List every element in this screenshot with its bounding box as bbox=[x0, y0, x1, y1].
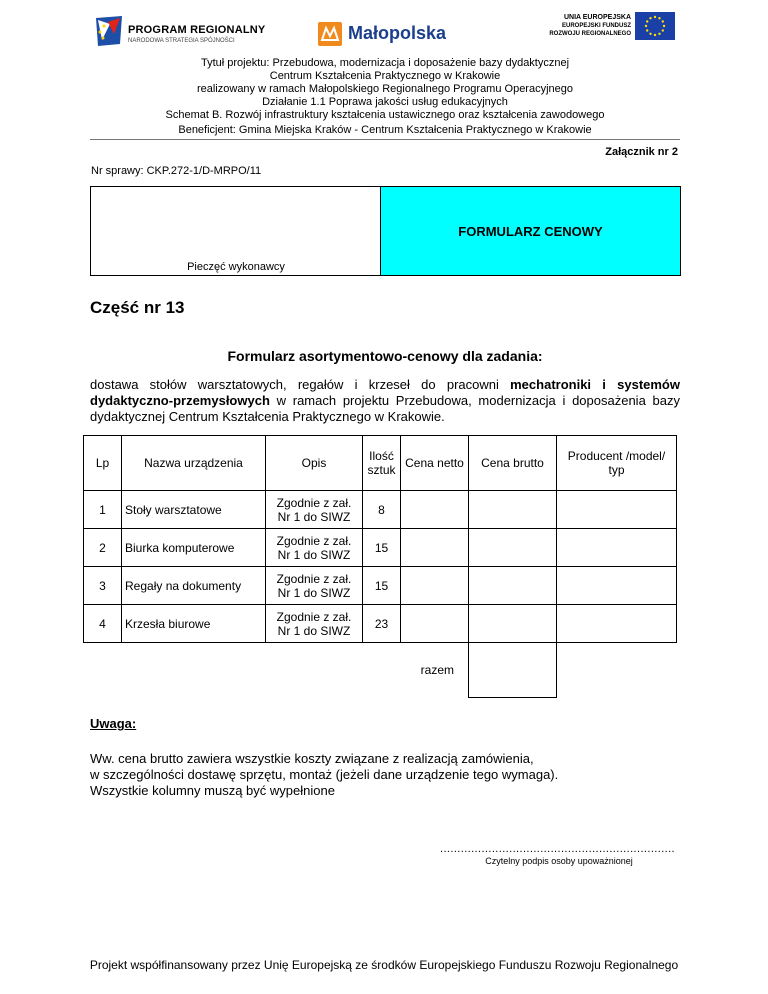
total-label bbox=[84, 643, 469, 698]
program-regionalny-logo bbox=[94, 12, 266, 50]
row-brutto-cell[interactable] bbox=[469, 491, 557, 529]
total-spacer bbox=[557, 643, 677, 698]
row-lp: 1 bbox=[84, 491, 122, 529]
program-regionalny-subtitle: NARODOWA STRATEGIA SPÓJNOŚCI bbox=[128, 38, 235, 44]
row-lp: 3 bbox=[84, 567, 122, 605]
page-footer: Projekt współfinansowany przez Unię Europejską ze środków Europejskiego Funduszu Rozwoju Regionalnego bbox=[89, 958, 679, 972]
note-heading: Uwaga: bbox=[90, 716, 137, 731]
table-row bbox=[84, 491, 677, 529]
price-table bbox=[83, 435, 677, 698]
row-opis bbox=[266, 491, 363, 529]
row-opis-line-1: Zgodnie z zał. bbox=[276, 609, 352, 624]
row-opis-line-1: Zgodnie z zał. bbox=[276, 495, 352, 510]
eu-line-2: EUROPEJSKI FUNDUSZ bbox=[561, 23, 631, 29]
row-producent-cell[interactable] bbox=[557, 529, 677, 567]
row-ilosc: 15 bbox=[363, 529, 401, 567]
row-brutto-cell[interactable] bbox=[469, 567, 557, 605]
note-text bbox=[90, 751, 680, 799]
table-row bbox=[84, 567, 677, 605]
malopolska-wordmark: Małopolska bbox=[348, 23, 447, 43]
table-row bbox=[84, 605, 677, 643]
eu-flag-icon bbox=[635, 12, 675, 40]
header-line-4: Działanie 1.1 Poprawa jakości usług edukacyjnych bbox=[262, 96, 508, 108]
project-header bbox=[90, 57, 680, 122]
header-line-1: Tytuł projektu: Przebudowa, modernizacja i doposażenie bazy dydaktycznej bbox=[200, 57, 570, 69]
form-subtitle: Formularz asortymentowo-cenowy dla zadania: bbox=[227, 348, 543, 364]
col-opis: Opis bbox=[266, 436, 363, 491]
eu-line-1: UNIA EUROPEJSKA bbox=[563, 14, 631, 21]
program-regionalny-flag-icon bbox=[94, 14, 124, 48]
row-opis-line-2: Nr 1 do SIWZ bbox=[277, 623, 351, 638]
beneficiary: Beneficjent: Gmina Miejska Kraków - Centrum Kształcenia Praktycznego w Krakowie bbox=[178, 124, 592, 136]
row-lp: 4 bbox=[84, 605, 122, 643]
row-opis bbox=[266, 567, 363, 605]
col-producent-line-1: Producent /model/ bbox=[567, 449, 666, 463]
desc-part-1: dostawa stołów warsztatowych, regałów i krzeseł do pracowni bbox=[90, 377, 511, 392]
row-opis-line-2: Nr 1 do SIWZ bbox=[277, 547, 351, 562]
col-nazwa: Nazwa urządzenia bbox=[122, 436, 266, 491]
part-number: Część nr 13 bbox=[90, 298, 185, 317]
table-header-row bbox=[84, 436, 677, 491]
col-brutto: Cena brutto bbox=[469, 436, 557, 491]
row-opis-line-2: Nr 1 do SIWZ bbox=[277, 585, 351, 600]
note-line-3: Wszystkie kolumny muszą być wypełnione bbox=[90, 783, 335, 798]
col-producent-line-2: typ bbox=[608, 463, 625, 477]
header-line-5: Schemat B. Rozwój infrastruktury kształcenia ustawicznego oraz kształcenia zawodowego bbox=[165, 109, 605, 121]
col-ilosc-line-1: Ilość bbox=[369, 449, 394, 463]
malopolska-emblem-icon bbox=[318, 22, 342, 46]
row-ilosc: 15 bbox=[363, 567, 401, 605]
row-producent-cell[interactable] bbox=[557, 605, 677, 643]
table-total-row bbox=[84, 643, 677, 698]
stamp-box bbox=[90, 186, 381, 276]
desc-part-2: w ramach projektu Przebudowa, modernizacja i doposażenia bazy dydaktycznej Centrum Kształcenia Praktycznego w Krakowie. bbox=[90, 393, 680, 424]
note-line-2: w szczególności dostawę sprzętu, montaż (jeżeli dane urządzenie tego wymaga). bbox=[90, 767, 559, 782]
row-nazwa: Regały na dokumenty bbox=[122, 567, 266, 605]
row-opis bbox=[266, 605, 363, 643]
program-regionalny-title: PROGRAM REGIONALNY bbox=[128, 24, 266, 36]
row-opis-line-1: Zgodnie z zał. bbox=[276, 533, 352, 548]
row-nazwa: Biurka komputerowe bbox=[122, 529, 266, 567]
col-lp: Lp bbox=[84, 436, 122, 491]
eu-line-3: ROZWOJU REGIONALNEGO bbox=[549, 31, 631, 37]
eu-text bbox=[535, 14, 631, 38]
table-row bbox=[84, 529, 677, 567]
row-netto-cell[interactable] bbox=[401, 529, 469, 567]
row-netto-cell[interactable] bbox=[401, 605, 469, 643]
eu-logo bbox=[535, 10, 675, 46]
row-nazwa: Stoły warsztatowe bbox=[122, 491, 266, 529]
col-netto: Cena netto bbox=[401, 436, 469, 491]
row-brutto-cell[interactable] bbox=[469, 529, 557, 567]
malopolska-logo bbox=[318, 20, 458, 50]
header-divider bbox=[90, 139, 680, 140]
row-brutto-cell[interactable] bbox=[469, 605, 557, 643]
desc-bold: mechatroniki i systemów dydaktyczno-przemysłowych bbox=[90, 377, 680, 408]
row-nazwa: Krzesła biurowe bbox=[122, 605, 266, 643]
row-netto-cell[interactable] bbox=[401, 567, 469, 605]
total-brutto-cell[interactable] bbox=[469, 643, 557, 698]
header-line-3: realizowany w ramach Małopolskiego Regionalnego Programu Operacyjnego bbox=[196, 83, 574, 95]
total-label-text: razem bbox=[420, 663, 454, 677]
row-ilosc: 23 bbox=[363, 605, 401, 643]
row-netto-cell[interactable] bbox=[401, 491, 469, 529]
row-opis-line-1: Zgodnie z zał. bbox=[276, 571, 352, 586]
row-lp: 2 bbox=[84, 529, 122, 567]
form-title-box bbox=[380, 186, 681, 276]
row-ilosc: 8 bbox=[363, 491, 401, 529]
row-producent-cell[interactable] bbox=[557, 491, 677, 529]
col-producent bbox=[557, 436, 677, 491]
stamp-label: Pieczęć wykonawcy bbox=[187, 261, 285, 273]
row-opis bbox=[266, 529, 363, 567]
signature-line: .................................................................... bbox=[440, 843, 676, 855]
header-line-2: Centrum Kształcenia Praktycznego w Krakowie bbox=[269, 70, 501, 82]
case-number: Nr sprawy: CKP.272-1/D-MRPO/11 bbox=[91, 165, 262, 177]
note-line-1: Ww. cena brutto zawiera wszystkie koszty związane z realizacją zamówienia, bbox=[90, 751, 534, 766]
task-description bbox=[90, 377, 680, 425]
row-opis-line-2: Nr 1 do SIWZ bbox=[277, 509, 351, 524]
form-title: FORMULARZ CENOWY bbox=[458, 224, 603, 239]
attachment-number: Załącznik nr 2 bbox=[605, 146, 678, 158]
col-ilosc bbox=[363, 436, 401, 491]
signature-label: Czytelny podpis osoby upoważnionej bbox=[485, 856, 633, 866]
row-producent-cell[interactable] bbox=[557, 567, 677, 605]
col-ilosc-line-2: sztuk bbox=[367, 463, 396, 477]
